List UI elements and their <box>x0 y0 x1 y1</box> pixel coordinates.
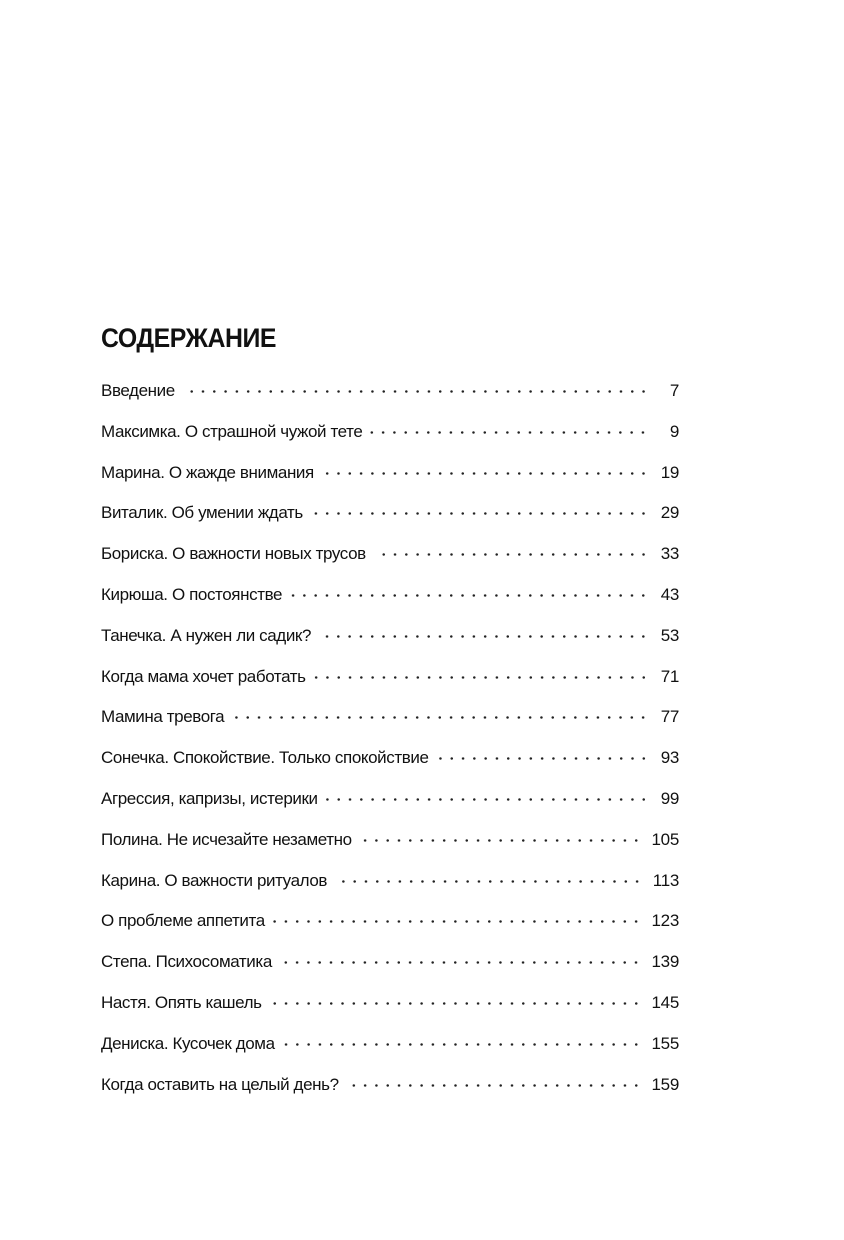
dot-leader <box>326 798 649 801</box>
toc-entry-title: Когда мама хочет работать <box>101 666 306 686</box>
toc-page-number: 9 <box>669 421 679 441</box>
toc-entry-title: Танечка. А нужен ли садик? <box>101 625 312 645</box>
toc-entry-title: Кирюша. О постоянстве <box>101 584 283 604</box>
toc-entry <box>101 983 679 1024</box>
dot-leader <box>290 594 649 597</box>
toc-entry <box>101 534 679 575</box>
dot-leader <box>370 431 649 434</box>
toc-entry <box>101 575 679 616</box>
toc-entry <box>101 820 679 861</box>
toc-entry-title: Настя. Опять кашель <box>101 992 262 1012</box>
table-of-contents <box>101 371 679 1105</box>
dot-leader <box>273 920 642 923</box>
toc-page-number: 155 <box>651 1033 679 1053</box>
toc-entry <box>101 738 679 779</box>
dot-leader <box>319 635 649 638</box>
toc-page-number: 123 <box>651 911 679 931</box>
toc-page-number: 77 <box>660 707 679 727</box>
toc-page-number: 145 <box>651 992 679 1012</box>
toc-page-number: 105 <box>651 829 679 849</box>
toc-page-number: 29 <box>660 503 679 523</box>
toc-entry-title: Мамина тревога <box>101 707 225 727</box>
toc-page-number: 113 <box>652 870 679 890</box>
toc-entry-title: Бориска. О важности новых трусов <box>101 544 366 564</box>
dot-leader <box>270 1002 642 1005</box>
dot-leader <box>437 757 649 760</box>
toc-entry-title: Когда оставить на целый день? <box>101 1074 339 1094</box>
toc-entry-title: Полина. Не исчезайте незаметно <box>101 829 352 849</box>
toc-page-number: 7 <box>669 381 679 400</box>
toc-entry <box>101 371 679 412</box>
toc-entry-title: Степа. Психосоматика <box>101 952 272 972</box>
toc-entry-title: Карина. О важности ритуалов <box>101 870 328 890</box>
dot-leader <box>183 390 649 393</box>
toc-page-number: 71 <box>660 666 679 686</box>
toc-entry <box>101 453 679 494</box>
dot-leader <box>360 839 642 842</box>
dot-leader <box>347 1084 642 1087</box>
toc-entry-title: Дениска. Кусочек дома <box>101 1033 275 1053</box>
dot-leader <box>283 1043 642 1046</box>
toc-page-number: 19 <box>660 462 679 482</box>
toc-entry-title: Сонечка. Спокойствие. Только спокойствие <box>101 748 429 768</box>
toc-entry <box>101 493 679 534</box>
toc-entry <box>101 779 679 820</box>
toc-entry <box>101 861 679 902</box>
toc-entry <box>101 1065 679 1106</box>
toc-entry-title: Марина. О жажде внимания <box>101 462 314 482</box>
toc-page-number: 53 <box>660 625 679 645</box>
toc-page-number: 99 <box>660 788 679 808</box>
toc-entry <box>101 1024 679 1065</box>
dot-leader <box>322 472 649 475</box>
toc-entry-title: Агрессия, капризы, истерики <box>101 788 318 808</box>
toc-entry <box>101 901 679 942</box>
dot-leader <box>374 553 649 556</box>
toc-entry <box>101 697 679 738</box>
toc-entry <box>101 942 679 983</box>
toc-page-number: 159 <box>651 1074 679 1094</box>
toc-page-number: 43 <box>660 584 679 604</box>
dot-leader <box>311 512 649 515</box>
toc-page-number: 33 <box>660 544 679 564</box>
toc-entry-title: Виталик. Об умении ждать <box>101 503 303 523</box>
dot-leader <box>314 676 649 679</box>
dot-leader <box>232 716 649 719</box>
toc-entry <box>101 412 679 453</box>
toc-entry <box>101 657 679 698</box>
dot-leader <box>280 961 642 964</box>
toc-entry-title: Введение <box>101 381 175 400</box>
page-title: СОДЕРЖАНИЕ <box>101 323 276 353</box>
toc-page-number: 93 <box>660 748 679 768</box>
toc-entry-title: О проблеме аппетита <box>101 911 265 931</box>
dot-leader <box>335 880 643 883</box>
toc-entry-title: Максимка. О страшной чужой тете <box>101 421 363 441</box>
toc-page-number: 139 <box>651 952 679 972</box>
toc-entry <box>101 616 679 657</box>
